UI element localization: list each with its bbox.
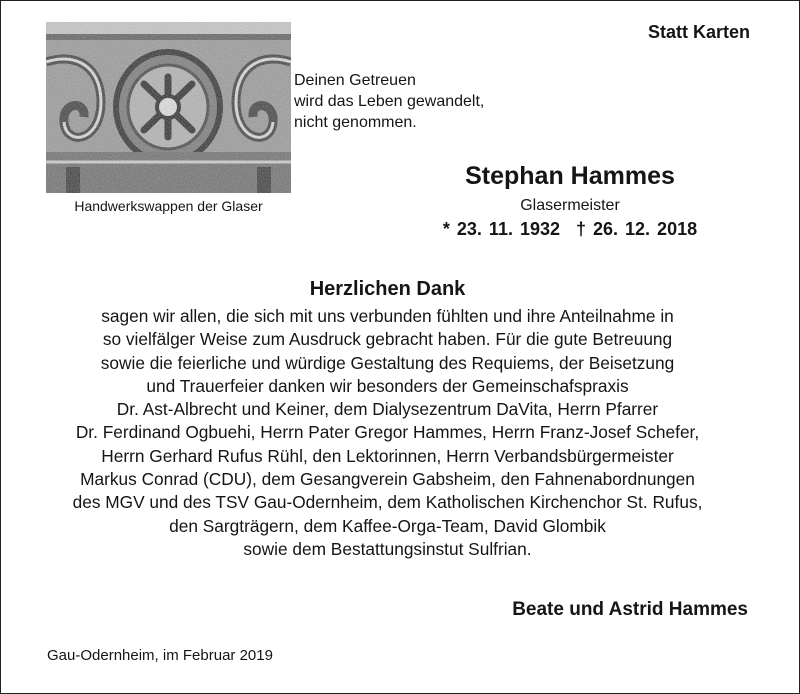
body-line: den Sargträgern, dem Kaffee-Orga-Team, David Glombik: [169, 515, 606, 536]
signature: Beate und Astrid Hammes: [512, 599, 748, 620]
body-line: so vielfälger Weise zum Ausdruck gebracht haben. Für die gute Betreuung: [102, 329, 673, 350]
body-line: des MGV und des TSV Gau-Odernheim, dem Katholischen Kirchenchor St. Rufus,: [72, 492, 703, 513]
statt-karten-label: Statt Karten: [647, 22, 750, 42]
memorial-quote: [294, 70, 484, 133]
body-line: Dr. Ast-Albrecht und Keiner, dem Dialysezentrum DaVita, Herrn Pfarrer: [116, 399, 659, 420]
place-and-date: Gau-Odernheim, im Februar 2019: [47, 647, 273, 664]
body-line: und Trauerfeier danken wir besonders der Gemeinschafspraxis: [146, 375, 629, 396]
quote-line: nicht genommen.: [294, 114, 417, 131]
deceased-name: Stephan Hammes: [465, 162, 675, 190]
body-line: sowie dem Bestattungsinstut Sulfrian.: [243, 538, 532, 559]
photo-caption: Handwerkswappen der Glaser: [74, 198, 263, 214]
life-dates: [380, 219, 760, 240]
body-line: Herrn Gerhard Rufus Rühl, den Lektorinnen, Herrn Verbandsbürgermeister: [101, 445, 674, 466]
body-line: Dr. Ferdinand Ogbuehi, Herrn Pater Gregor Hammes, Herrn Franz-Josef Schefer,: [75, 422, 700, 443]
deceased-profession: Glasermeister: [520, 197, 620, 214]
quote-line: Deinen Getreuen: [294, 72, 416, 89]
body-line: sagen wir allen, die sich mit uns verbunden fühlten und ihre Anteilnahme in: [101, 306, 674, 326]
quote-line: wird das Leben gewandelt,: [294, 93, 485, 110]
death-date: † 26. 12. 2018: [576, 219, 698, 239]
glazier-coat-of-arms-icon: [46, 22, 291, 193]
body-line: sowie die feierliche und würdige Gestaltung des Requiems, der Beisetzung: [100, 352, 675, 373]
body-line: Markus Conrad (CDU), dem Gesangverein Gabsheim, den Fahnenabordnungen: [80, 469, 695, 490]
birth-date: * 23. 11. 1932: [442, 219, 560, 239]
thanks-heading: Herzlichen Dank: [309, 278, 466, 300]
thanks-body: [0, 305, 775, 561]
